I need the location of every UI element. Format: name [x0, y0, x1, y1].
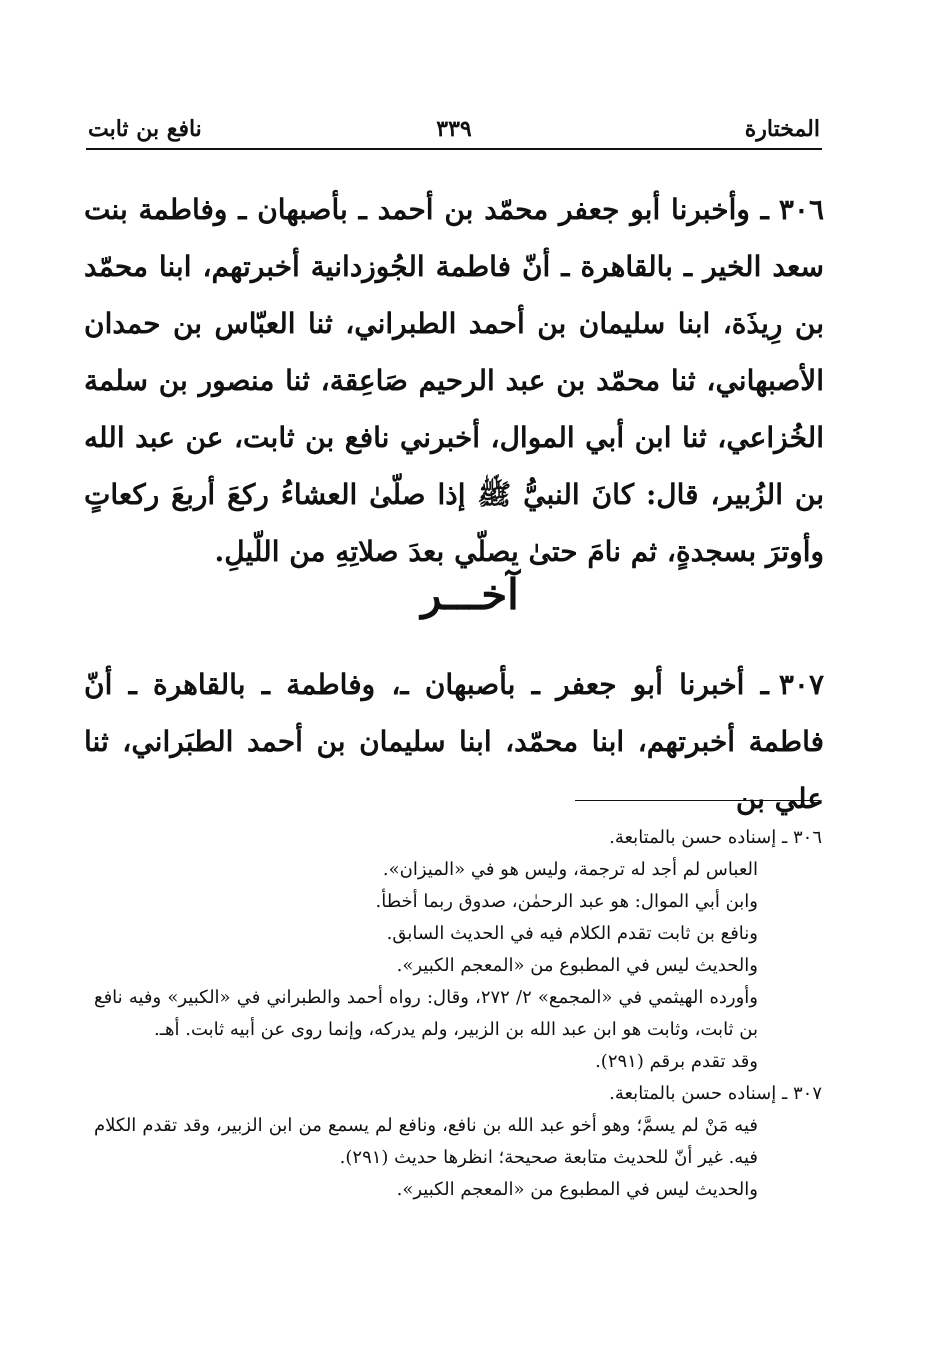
- hadith-307-paragraph: [84, 656, 824, 827]
- section-heading: آخـــر: [421, 570, 519, 619]
- footnote-306: [94, 822, 822, 1078]
- footnote-line: العباس لم أجد له ترجمة، وليس هو في «الميزان».: [382, 859, 758, 880]
- footnote-307-body: [94, 1110, 758, 1206]
- footnote-307-label: ٣٠٧ ـ إسناده حسن بالمتابعة.: [609, 1083, 822, 1104]
- footnote-line: وقد تقدم برقم (٢٩١).: [595, 1051, 758, 1072]
- footnote-line: وأورده الهيثمي في «المجمع» ٢/ ٢٧٢، وقال: رواه أحمد والطبراني في «الكبير» وفيه نافع بن ثابت، وثابت هو ابن عبد الله بن الزبير، ولم يدركه، وإنما روى عن أبيه ثابت. أهـ.: [94, 987, 758, 1040]
- hadith-306-paragraph: [84, 181, 824, 580]
- footnote-307: [94, 1078, 822, 1206]
- footnotes: [94, 822, 822, 1206]
- book-title: المختارة: [744, 116, 820, 142]
- footnote-line: والحديث ليس في المطبوع من «المعجم الكبير».: [396, 955, 758, 976]
- header-rule: [86, 148, 822, 150]
- footnote-306-body: [94, 854, 758, 1078]
- running-header: [88, 112, 820, 148]
- footnote-306-label: ٣٠٦ ـ إسناده حسن بالمتابعة.: [609, 827, 822, 848]
- hadith-307-number: ٣٠٧: [778, 668, 824, 701]
- page-number: ٣٣٩: [436, 116, 472, 142]
- footnote-rule: [575, 800, 820, 801]
- section-name: نافع بن ثابت: [88, 116, 202, 142]
- hadith-307-text: ـ أخبرنا أبو جعفر ـ بأصبهان ـ، وفاطمة ـ بالقاهرة ـ أنّ فاطمة أخبرتهم، ابنا محمّد، ابنا سليمان بن أحمد الطبَراني، ثنا علي بن: [84, 668, 824, 815]
- footnote-line: ونافع بن ثابت تقدم الكلام فيه في الحديث السابق.: [386, 923, 758, 944]
- hadith-306-number: ٣٠٦: [778, 193, 824, 226]
- footnote-line: وابن أبي الموال: هو عبد الرحمٰن، صدوق ربما أخطأ.: [375, 891, 758, 912]
- footnote-line: والحديث ليس في المطبوع من «المعجم الكبير».: [396, 1179, 758, 1200]
- hadith-306-text: ـ وأخبرنا أبو جعفر محمّد بن أحمد ـ بأصبهان ـ وفاطمة بنت سعد الخير ـ بالقاهرة ـ أنّ فاطمة الجُوزدانية أخبرتهم، ابنا محمّد بن رِيذَة، ابنا سليمان بن أحمد الطبراني، ثنا العبّاس بن حمدان الأصبهاني، ثنا محمّد بن عبد الرحيم صَاعِقة، ثنا منصور بن سلمة الخُزاعي، ثنا ابن أبي الموال، أخبرني نافع بن ثابت، عن عبد الله بن الزُبير، قال: كانَ النبيُّ ﷺ إذا صلّىٰ العشاءُ ركعَ أربعَ ركعاتٍ وأوترَ بسجدةٍ، ثم نامَ حتىٰ يصلّي بعدَ صلاتِهِ من اللّيلِ.: [84, 193, 824, 568]
- footnote-line: فيه مَنْ لم يسمَّ؛ وهو أخو عبد الله بن نافع، ونافع لم يسمع من ابن الزبير، وقد تقدم الكلام فيه. غير أنّ للحديث متابعة صحيحة؛ انظرها حديث (٢٩١).: [94, 1115, 758, 1168]
